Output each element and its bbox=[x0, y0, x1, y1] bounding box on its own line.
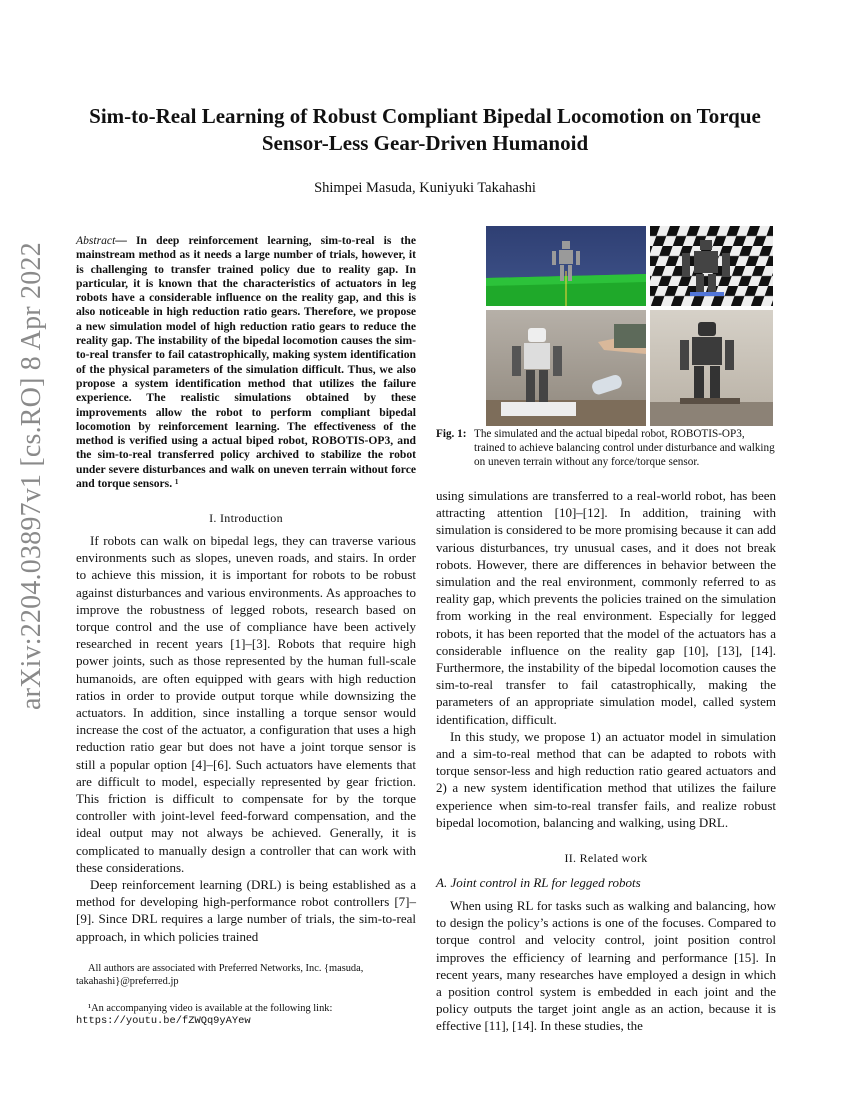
intro-paragraph-4: In this study, we propose 1) an actuator model in simulation and a sim-to-real method that can be adapted to robots with torque sensor-less and high reduction ratio geared actuators and 2) a new system identification method that utilizes the failure experience when sim-to-real transfer fails, and realize robust bipedal locomotion, balancing and walking, using DRL. bbox=[436, 728, 776, 830]
video-url: https://youtu.be/fZWQq9yAYew bbox=[76, 1015, 251, 1027]
abstract-label: Abstract bbox=[76, 234, 116, 247]
figure-label: Fig. 1: bbox=[436, 428, 467, 440]
figure-1 bbox=[483, 226, 773, 426]
intro-heading: I. Introduction bbox=[209, 511, 283, 525]
figure-caption bbox=[436, 427, 776, 470]
related-paragraph-1: When using RL for tasks such as walking and balancing, how to design the policy’s actions is one of the focuses. Compared to torque control and velocity control, joint position control improves the efficiency of learning and performance [15]. In recent years, many researches have employed a design in which a position control system is embedded in each joint and the policy outputs the target joint angle as an action, because it is effective [11], [14]. In these studies, the bbox=[436, 898, 776, 1034]
sim-robot-image bbox=[486, 226, 646, 306]
related-work-heading: II. Related work bbox=[564, 851, 648, 865]
sim-uneven-terrain-image bbox=[650, 226, 773, 306]
affiliation-note: All authors are associated with Preferred Networks, Inc. {masuda, takahashi}@preferred.jp bbox=[76, 963, 364, 987]
related-work-subheading: A. Joint control in RL for legged robots bbox=[436, 875, 641, 890]
paper-title: Sim-to-Real Learning of Robust Compliant Bipedal Locomotion on Torque Sensor-Less Gear-Driven Humanoid bbox=[89, 104, 761, 155]
intro-paragraph-1: If robots can walk on bipedal legs, they can traverse various environments such as slopes, uneven roads, and stairs. In order to achieve this mission, it is important for robots to be robust against disturbances and various environments. As approaches to improve the robustness of legged robots, research based on torque control and the use of compliance have been actively researched in recent years [1]–[3]. Robots that require high power joints, such as those represented by the human full-scale humanoids, are often equipped with gears with high reduction ratios in order to provide output torque while downsizing the actuators. In addition, since installing a torque sensor would increase the cost of the actuator, a configuration that uses a high reduction ratio gear but does not have a joint torque sensor is still a popular option [4]–[6]. Such actuators have elements that are difficult to model, especially represented by gear friction. This friction is difficult to compensate for by the torque controller with joint-level feed-forward compensation, and the ideal output may not always be achieved. Generally, it is complicated to manually design a controller that can work with these considerations. bbox=[76, 533, 416, 875]
right-column-body bbox=[436, 487, 776, 831]
paper-authors: Shimpei Masuda, Kuniyuki Takahashi bbox=[314, 180, 536, 196]
arxiv-identifier: arXiv:2204.03897v1 [cs.RO] 8 Apr 2022 bbox=[16, 242, 47, 710]
related-work-body bbox=[436, 897, 776, 1035]
intro-body bbox=[76, 532, 416, 945]
real-robot-uneven-terrain-image bbox=[650, 310, 773, 426]
abstract-text: — In deep reinforcement learning, sim-to-real is the mainstream method as it needs a large number of trials, however, it is challenging to transfer trained policy due to reality gap. In particular, it is known that the characteristics of actuators in leg robots have a considerable influence on the reality gap, and this is also noticeable in high reduction ratio gears. Therefore, we propose a new simulation model of high reduction ratio gears to reduce the reality gap. The instability of the bipedal locomotion causes the sim-to-real transfer to fail catastrophically, making system identification of the physical parameters of the simulation difficult. Thus, we also propose a system identification method that utilizes the failure experience. The realistic simulations obtained by these improvements allow the robot to perform compliant bipedal locomotion by reinforcement learning. The effectiveness of the method is verified using a actual biped robot, ROBOTIS-OP3, and the sim-to-real transferred policy archived to stabilize the robot under severe disturbances and walk on uneven terrain without force and torque sensors. ¹ bbox=[76, 234, 416, 491]
abstract bbox=[76, 234, 416, 491]
footnotes bbox=[76, 962, 416, 1028]
real-robot-disturbance-image bbox=[486, 310, 646, 426]
video-footnote: ¹An accompanying video is available at the following link: bbox=[88, 1003, 333, 1014]
intro-paragraph-3: using simulations are transferred to a real-world robot, has been attracting attention [10]–[12]. In addition, training with simulation is considered to be more promising because it can add various disturbances, try unusual cases, and it does not break robots. However, there are differences in behavior between the simulation and the real environment, commonly referred to as reality gap, which prevents the policies trained on the simulation from working in the real environment. Especially for legged robots, it has been reported that the model of the actuators has a considerable influence on the reality gap [10], [13], [14]. Furthermore, the instability of the bipedal locomotion causes the sim-to-real transfer to fail catastrophically, making the parameters of an appropriate simulation model, called system identification, difficult. bbox=[436, 488, 776, 727]
intro-paragraph-2: Deep reinforcement learning (DRL) is being established as a method for developing high-performance robot controllers [7]–[9]. Since DRL requires a large number of trials, the sim-to-real approach, in which policies trained bbox=[76, 877, 416, 944]
figure-caption-text: The simulated and the actual bipedal robot, ROBOTIS-OP3, trained to achieve balancing control under disturbance and walking on uneven terrain without any force/torque sensor. bbox=[474, 428, 775, 469]
